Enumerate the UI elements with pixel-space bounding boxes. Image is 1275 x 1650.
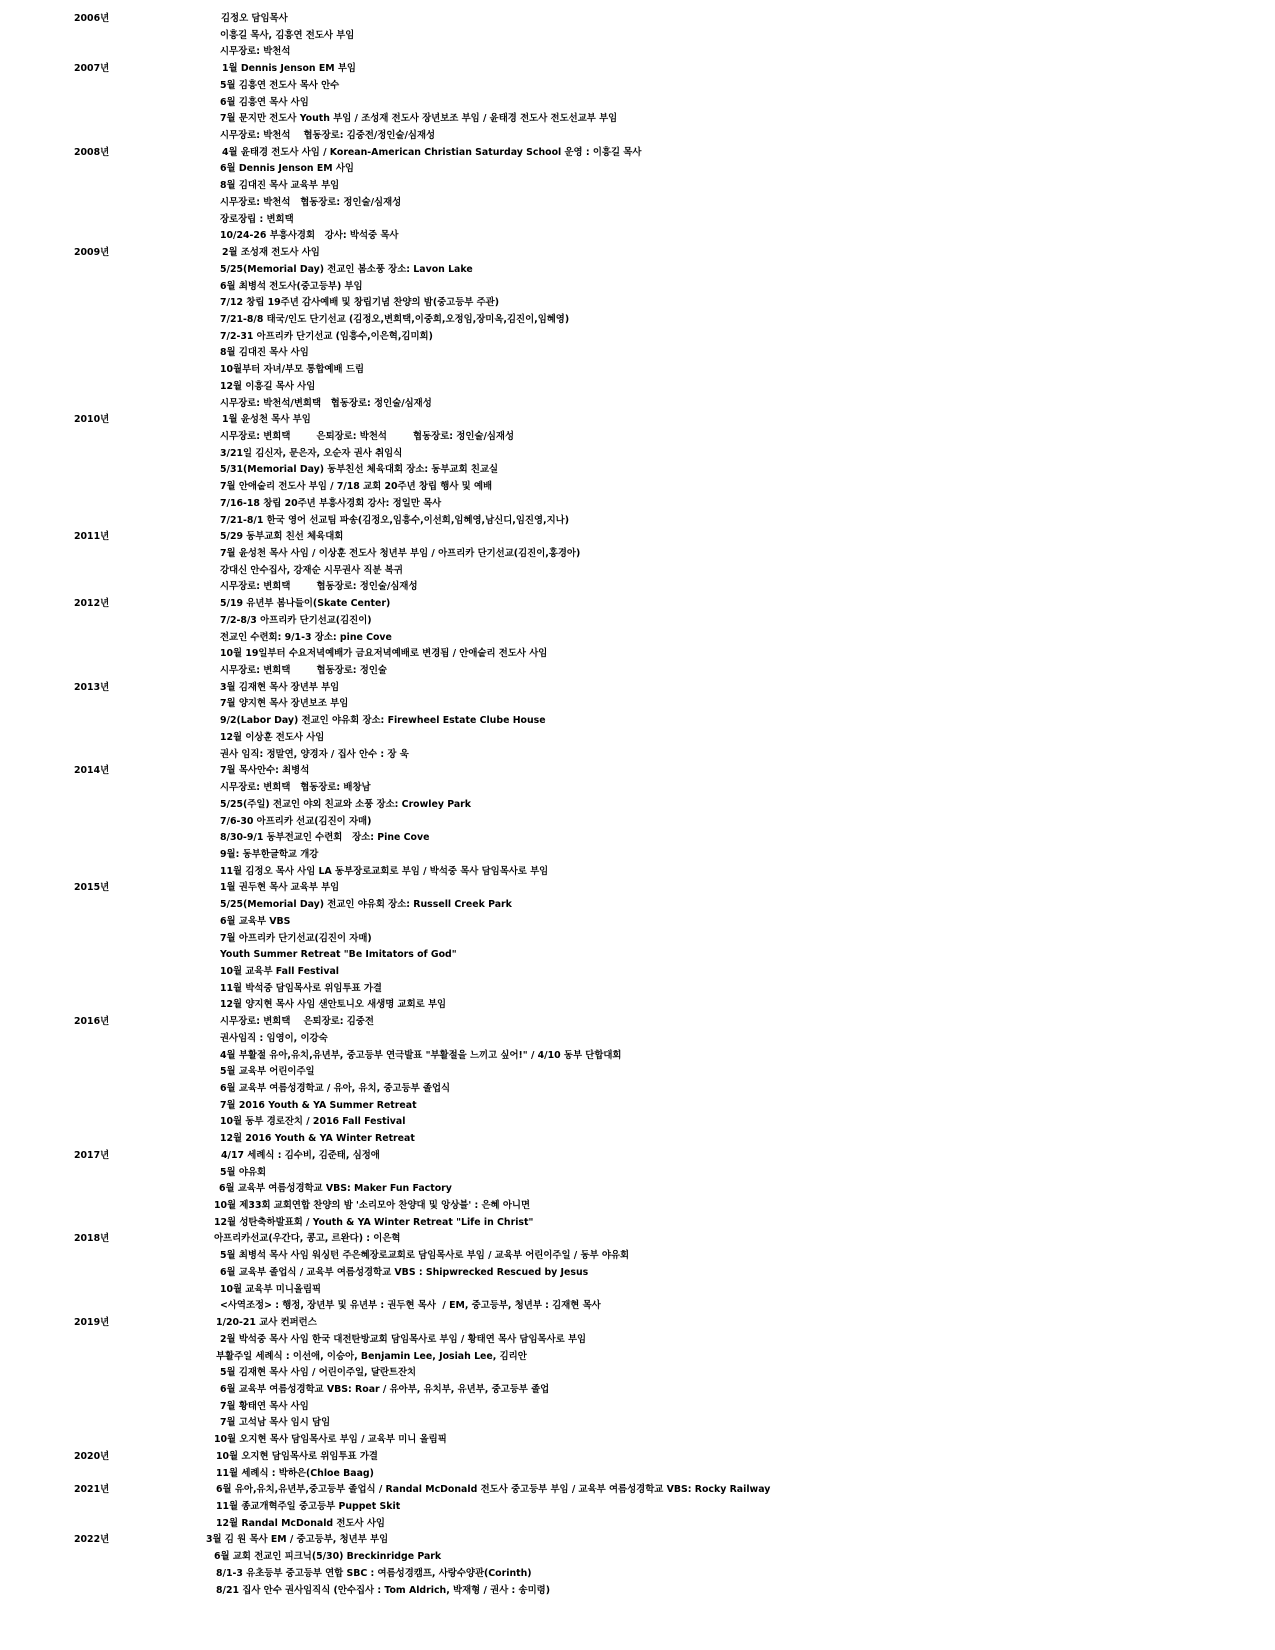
timeline-row [0, 613, 1275, 630]
timeline-row [0, 1081, 1275, 1098]
year-section [0, 1014, 1275, 1148]
timeline-row [0, 279, 1275, 296]
timeline-row [0, 730, 1275, 747]
timeline-row [0, 1532, 1275, 1549]
timeline-row [0, 128, 1275, 145]
year-section [0, 596, 1275, 680]
timeline-row [0, 1114, 1275, 1131]
timeline-entry: 7/6-30 아프리카 선교(김진이 자매) [220, 815, 372, 827]
timeline-row [0, 496, 1275, 513]
timeline-entry: 12월 성탄축하발표회 / Youth & YA Winter Retreat "Life in Christ" [214, 1216, 534, 1228]
timeline-row [0, 95, 1275, 112]
timeline-entry: 시무장로: 변희택 협동장로: 배창남 [220, 782, 371, 794]
timeline-entry: 1월 권두현 목사 교육부 부임 [220, 882, 340, 894]
year-section [0, 880, 1275, 1014]
timeline-entry: 10월 제33회 교회연합 찬양의 밤 '소리모아 찬양대 및 앙상블' : 은혜 아니면 [214, 1200, 531, 1212]
timeline-row [0, 830, 1275, 847]
timeline-entry: 6월 교회 전교인 피크닉(5/30) Breckinridge Park [214, 1551, 442, 1563]
timeline-row [0, 44, 1275, 61]
timeline-entry: 7/2-31 아프리카 단기선교 (임흥수,이은혁,김미희) [220, 330, 433, 342]
timeline-entry: 시무장로: 변희택 은퇴장로: 김중전 [220, 1016, 374, 1028]
timeline-entry: 8/21 집사 안수 권사임직식 (안수집사 : Tom Aldrich, 박재형 / 권사 : 송미령) [216, 1584, 551, 1596]
timeline-row [0, 914, 1275, 931]
timeline-entry: 2월 박석중 목사 사임 한국 대전탄방교회 담임목사로 부임 / 황태연 목사 담임목사로 부임 [220, 1333, 587, 1345]
timeline-entry: 3월 김재현 목사 장년부 부임 [220, 681, 340, 693]
timeline-row [0, 245, 1275, 262]
timeline-row [0, 1215, 1275, 1232]
timeline-entry: 시무장로: 박천석 협동장로: 김중전/정인술/심재성 [220, 130, 436, 142]
timeline-row [0, 1516, 1275, 1533]
year-label: 2006년 [74, 13, 110, 24]
timeline-row [0, 579, 1275, 596]
timeline-row [0, 529, 1275, 546]
timeline-row [0, 1449, 1275, 1466]
year-section [0, 529, 1275, 596]
year-label: 2022년 [74, 1534, 110, 1546]
timeline-entry: 8월 김대진 목사 사임 [220, 347, 309, 359]
timeline-entry: 부활주일 세례식 : 이선애, 이승아, Benjamin Lee, Josiah Lee, 김리안 [216, 1350, 527, 1362]
timeline-row [0, 981, 1275, 998]
timeline-entry: 7/2-8/3 아프리카 단기선교(김진이) [220, 614, 372, 626]
timeline-row [0, 379, 1275, 396]
year-label: 2018년 [74, 1233, 110, 1245]
year-label: 2008년 [74, 146, 110, 158]
timeline-row [0, 880, 1275, 897]
timeline-row [0, 1298, 1275, 1315]
timeline-entry: 1/20-21 교사 컨퍼런스 [216, 1317, 317, 1329]
year-section [0, 1231, 1275, 1315]
timeline-entry: 5/25(Memorial Day) 전교인 봄소풍 장소: Lavon Lake [220, 263, 473, 275]
timeline-entry: 7월 아프리카 단기선교(김진이 자매) [220, 932, 372, 944]
timeline-entry: 10월부터 자녀/부모 통합예배 드림 [220, 364, 364, 376]
timeline-entry: 권사 임직: 정말연, 양경자 / 집사 안수 : 장 욱 [220, 748, 409, 760]
timeline-row [0, 1382, 1275, 1399]
timeline-row [0, 1349, 1275, 1366]
timeline-entry: 5월 야유회 [220, 1166, 267, 1178]
timeline-entry: 12월 이흥길 목사 사임 [220, 380, 316, 392]
history-timeline [0, 11, 1275, 1599]
timeline-row [0, 212, 1275, 229]
timeline-row [0, 1231, 1275, 1248]
timeline-row [0, 178, 1275, 195]
timeline-entry: 5월 김재현 목사 사임 / 어린이주일, 달란트잔치 [220, 1367, 417, 1379]
timeline-entry: 6월 교육부 여름성경학교 VBS: Roar / 유아부, 유치부, 유년부, 중고등부 졸업 [220, 1383, 550, 1395]
year-label: 2014년 [74, 765, 110, 777]
year-label: 2017년 [74, 1149, 110, 1161]
timeline-entry: 12월 이상훈 전도사 사임 [220, 731, 325, 743]
timeline-entry: 6월 최병석 전도사(중고등부) 부임 [220, 280, 363, 292]
timeline-entry: 11월 김정오 목사 사임 LA 동부장로교회로 부임 / 박석중 목사 담임목사로 부임 [220, 865, 549, 877]
timeline-row [0, 1315, 1275, 1332]
timeline-entry: 김정오 담임목사 [221, 13, 288, 24]
timeline-row [0, 630, 1275, 647]
timeline-row [0, 1332, 1275, 1349]
timeline-row [0, 1265, 1275, 1282]
timeline-row [0, 747, 1275, 764]
timeline-entry: 7/21-8/1 한국 영어 선교팀 파송(김정오,임흥수,이선희,임혜영,남신디,임진영,지나) [220, 514, 569, 526]
timeline-entry: 7월 황태연 목사 사임 [220, 1400, 309, 1412]
timeline-entry: 시무장로: 변희택 은퇴장로: 박천석 협동장로: 정인술/심재성 [220, 430, 515, 442]
year-section [0, 763, 1275, 880]
timeline-entry: 12월 2016 Youth & YA Winter Retreat [220, 1133, 415, 1145]
timeline-entry: 10월 교육부 미니올림픽 [220, 1283, 322, 1295]
timeline-row [0, 1048, 1275, 1065]
timeline-row [0, 1248, 1275, 1265]
timeline-row [0, 1064, 1275, 1081]
timeline-entry: 3월 김 원 목사 EM / 중고등부, 청년부 부임 [206, 1534, 389, 1546]
timeline-row [0, 864, 1275, 881]
timeline-entry: 7월 양지현 목사 장년보조 부임 [220, 698, 349, 710]
timeline-entry: 12월 Randal McDonald 전도사 사임 [216, 1517, 385, 1529]
timeline-entry: 6월 교육부 여름성경학교 VBS: Maker Fun Factory [219, 1183, 452, 1195]
timeline-row [0, 1432, 1275, 1449]
timeline-entry: 시무장로: 박천석 [220, 46, 291, 58]
timeline-entry: 4월 부활절 유아,유치,유년부, 중고등부 연극발표 "부활절을 느끼고 싶어!" / 4/10 동부 단합대회 [220, 1049, 622, 1061]
timeline-entry: 5월 최병석 목사 사임 워싱턴 주은혜장로교회로 담임목사로 부임 / 교육부 어린이주일 / 동부 야유회 [220, 1250, 629, 1262]
timeline-row [0, 195, 1275, 212]
timeline-row [0, 513, 1275, 530]
timeline-row [0, 1399, 1275, 1416]
timeline-entry: 10월 교육부 Fall Festival [220, 965, 339, 977]
timeline-row [0, 1198, 1275, 1215]
timeline-row [0, 680, 1275, 697]
year-section [0, 680, 1275, 764]
timeline-entry: 11월 세례식 : 박하은(Chloe Baag) [216, 1467, 374, 1479]
timeline-entry: 12월 양지현 목사 사임 샌안토니오 새생명 교회로 부임 [220, 999, 447, 1011]
timeline-entry: 강대신 안수집사, 강재순 시무권사 직분 복귀 [220, 564, 403, 576]
timeline-row [0, 396, 1275, 413]
timeline-entry: 6월 교육부 여름성경학교 / 유아, 유치, 중고등부 졸업식 [220, 1083, 451, 1094]
timeline-row [0, 1549, 1275, 1566]
timeline-entry: 3/21일 김신자, 문은자, 오순자 권사 취임식 [220, 447, 403, 459]
timeline-row [0, 797, 1275, 814]
timeline-row [0, 1165, 1275, 1182]
year-section [0, 1482, 1275, 1532]
year-section [0, 245, 1275, 412]
timeline-row [0, 262, 1275, 279]
timeline-entry: 이흥길 목사, 김흥연 전도사 부임 [220, 29, 355, 41]
timeline-row [0, 546, 1275, 563]
timeline-entry: 7/12 창립 19주년 감사예배 및 창립기념 찬양의 밤(중고등부 주관) [220, 297, 500, 309]
timeline-entry: 권사임직 : 임영이, 이강숙 [220, 1032, 328, 1044]
timeline-entry: 5/25(주일) 전교인 야외 친교와 소풍 장소: Crowley Park [220, 798, 472, 810]
timeline-entry: 6월 유아,유치,유년부,중고등부 졸업식 / Randal McDonald 전도사 중고등부 부임 / 교육부 여름성경학교 VBS: Rocky Railway [216, 1484, 771, 1496]
year-section [0, 1449, 1275, 1482]
timeline-entry: 7월 목사안수: 최병석 [220, 765, 310, 777]
year-label: 2016년 [74, 1016, 110, 1028]
timeline-entry: 10/24-26 부흥사경회 강사: 박석중 목사 [220, 230, 399, 242]
timeline-entry: 10월 19일부터 수요저녁예배가 금요저녁예배로 변경됨 / 안애숱리 전도사 사임 [220, 648, 548, 660]
year-section [0, 412, 1275, 529]
year-label: 2013년 [74, 681, 110, 693]
timeline-entry: 시무장로: 변희택 협동장로: 정인술 [220, 665, 387, 677]
timeline-row [0, 1131, 1275, 1148]
timeline-entry: 5월 김흥연 전도사 목사 안수 [220, 79, 340, 91]
timeline-row [0, 446, 1275, 463]
timeline-entry: 아프리카선교(우간다, 콩고, 르완다) : 이은혁 [214, 1233, 401, 1245]
timeline-row [0, 563, 1275, 580]
timeline-row [0, 479, 1275, 496]
year-label: 2015년 [74, 882, 110, 894]
timeline-row [0, 1282, 1275, 1299]
timeline-row [0, 713, 1275, 730]
timeline-row [0, 462, 1275, 479]
year-section [0, 1532, 1275, 1599]
timeline-entry: 10월 오지현 목사 담임목사로 부임 / 교육부 미니 올림픽 [214, 1434, 447, 1446]
year-section [0, 1315, 1275, 1449]
timeline-entry: 8월 김대진 목사 교육부 부임 [220, 180, 340, 192]
timeline-entry: Youth Summer Retreat "Be Imitators of God" [220, 949, 457, 961]
timeline-entry: 5/19 유년부 봄나들이(Skate Center) [220, 598, 391, 610]
year-label: 2020년 [74, 1450, 110, 1462]
timeline-row [0, 429, 1275, 446]
year-label: 2007년 [74, 63, 110, 75]
timeline-entry: 시무장로: 박천석 협동장로: 정인술/심재성 [220, 196, 402, 208]
timeline-entry: 전교인 수련회: 9/1-3 장소: pine Cove [220, 631, 392, 643]
timeline-row [0, 61, 1275, 78]
timeline-entry: 장로장립 : 변희택 [220, 213, 294, 225]
timeline-row [0, 329, 1275, 346]
timeline-row [0, 763, 1275, 780]
timeline-row [0, 412, 1275, 429]
year-label: 2010년 [74, 414, 110, 426]
timeline-row [0, 1583, 1275, 1600]
timeline-entry: 시무장로: 박천석/변희택 협동장로: 정인술/심재성 [220, 397, 432, 409]
timeline-entry: 시무장로: 변희택 협동장로: 정인술/심재성 [220, 581, 418, 593]
timeline-row [0, 295, 1275, 312]
timeline-entry: 10월 오지현 담임목사로 위임투표 가결 [216, 1450, 378, 1462]
timeline-row [0, 1181, 1275, 1198]
timeline-row [0, 646, 1275, 663]
timeline-row [0, 1098, 1275, 1115]
timeline-row [0, 312, 1275, 329]
timeline-row [0, 947, 1275, 964]
timeline-entry: 11월 박석중 담임목사로 위임투표 가결 [220, 982, 382, 994]
timeline-entry: 7/16-18 창립 20주년 부흥사경회 강사: 정일만 목사 [220, 497, 442, 509]
timeline-row [0, 847, 1275, 864]
timeline-entry: <사역조정> : 행정, 장년부 및 유년부 : 권두현 목사 / EM, 중고등부, 청년부 : 김재현 목사 [220, 1300, 601, 1312]
timeline-row [0, 931, 1275, 948]
timeline-row [0, 897, 1275, 914]
timeline-entry: 5월 교육부 어린이주일 [220, 1066, 315, 1078]
year-label: 2011년 [74, 531, 110, 543]
timeline-row [0, 596, 1275, 613]
timeline-entry: 1월 Dennis Jenson EM 부임 [222, 63, 356, 75]
timeline-row [0, 997, 1275, 1014]
timeline-entry: 4월 윤태경 전도사 사임 / Korean-American Christian Saturday School 운영 : 이흥길 목사 [222, 146, 642, 158]
timeline-row [0, 663, 1275, 680]
timeline-entry: 9월: 동부한글학교 개강 [220, 848, 319, 860]
timeline-row [0, 228, 1275, 245]
timeline-row [0, 1466, 1275, 1483]
year-section [0, 1148, 1275, 1232]
year-label: 2021년 [74, 1484, 110, 1496]
timeline-entry: 2월 조성재 전도사 사임 [222, 247, 320, 259]
timeline-row [0, 161, 1275, 178]
timeline-row [0, 1014, 1275, 1031]
timeline-entry: 5/25(Memorial Day) 전교인 야유회 장소: Russell Creek Park [220, 899, 512, 911]
timeline-entry: 8/1-3 유초등부 중고등부 연합 SBC : 여름성경캠프, 사랑수양관(Corinth) [216, 1567, 532, 1579]
timeline-entry: 7월 2016 Youth & YA Summer Retreat [220, 1099, 417, 1111]
timeline-entry: 8/30-9/1 동부전교인 수련회 장소: Pine Cove [220, 832, 430, 844]
timeline-row [0, 814, 1275, 831]
timeline-entry: 4/17 세례식 : 김수비, 김준태, 심정애 [221, 1149, 380, 1161]
timeline-row [0, 78, 1275, 95]
timeline-entry: 6월 교육부 VBS [220, 915, 291, 927]
timeline-row [0, 1415, 1275, 1432]
year-label: 2012년 [74, 598, 110, 610]
timeline-entry: 11월 종교개혁주일 중고등부 Puppet Skit [216, 1500, 401, 1512]
timeline-entry: 7/21-8/8 태국/인도 단기선교 (김정오,변희택,이중희,오정임,장미옥,김진이,임혜영) [220, 313, 570, 325]
timeline-entry: 10월 동부 경로잔치 / 2016 Fall Festival [220, 1116, 406, 1128]
year-label: 2019년 [74, 1317, 110, 1329]
timeline-row [0, 145, 1275, 162]
year-section [0, 145, 1275, 245]
year-section [0, 11, 1275, 61]
timeline-row [0, 1566, 1275, 1583]
year-section [0, 61, 1275, 145]
timeline-entry: 5/31(Memorial Day) 동부친선 체육대회 장소: 동부교회 친교실 [220, 464, 499, 476]
timeline-entry: 1월 윤성천 목사 부임 [222, 414, 311, 426]
timeline-entry: 6월 Dennis Jenson EM 사임 [220, 163, 354, 175]
timeline-row [0, 1365, 1275, 1382]
timeline-entry: 9/2(Labor Day) 전교인 야유회 장소: Firewheel Estate Clube House [220, 715, 546, 727]
timeline-row [0, 1482, 1275, 1499]
timeline-entry: 7월 고석남 목사 임시 담임 [220, 1417, 331, 1429]
timeline-row [0, 780, 1275, 797]
year-label: 2009년 [74, 247, 110, 259]
timeline-row [0, 11, 1275, 28]
timeline-row [0, 345, 1275, 362]
timeline-entry: 7월 문지만 전도사 Youth 부임 / 조성재 전도사 장년보조 부임 / 윤태경 전도사 전도선교부 부임 [220, 113, 618, 125]
timeline-row [0, 1031, 1275, 1048]
timeline-entry: 7월 윤성천 목사 사임 / 이상훈 전도사 청년부 부임 / 아프리카 단기선교(김진이,홍경아) [220, 548, 581, 559]
timeline-entry: 5/29 동부교회 친선 체육대회 [220, 531, 344, 543]
timeline-entry: 7월 안애숱리 전도사 부임 / 7/18 교회 20주년 창립 행사 및 예배 [220, 481, 493, 493]
timeline-row [0, 964, 1275, 981]
timeline-row [0, 1499, 1275, 1516]
timeline-row [0, 28, 1275, 45]
timeline-row [0, 362, 1275, 379]
timeline-row [0, 111, 1275, 128]
timeline-row [0, 696, 1275, 713]
timeline-row [0, 1148, 1275, 1165]
timeline-entry: 6월 교육부 졸업식 / 교육부 여름성경학교 VBS : Shipwrecked Rescued by Jesus [220, 1266, 589, 1278]
timeline-entry: 6월 김흥연 목사 사임 [220, 96, 309, 108]
